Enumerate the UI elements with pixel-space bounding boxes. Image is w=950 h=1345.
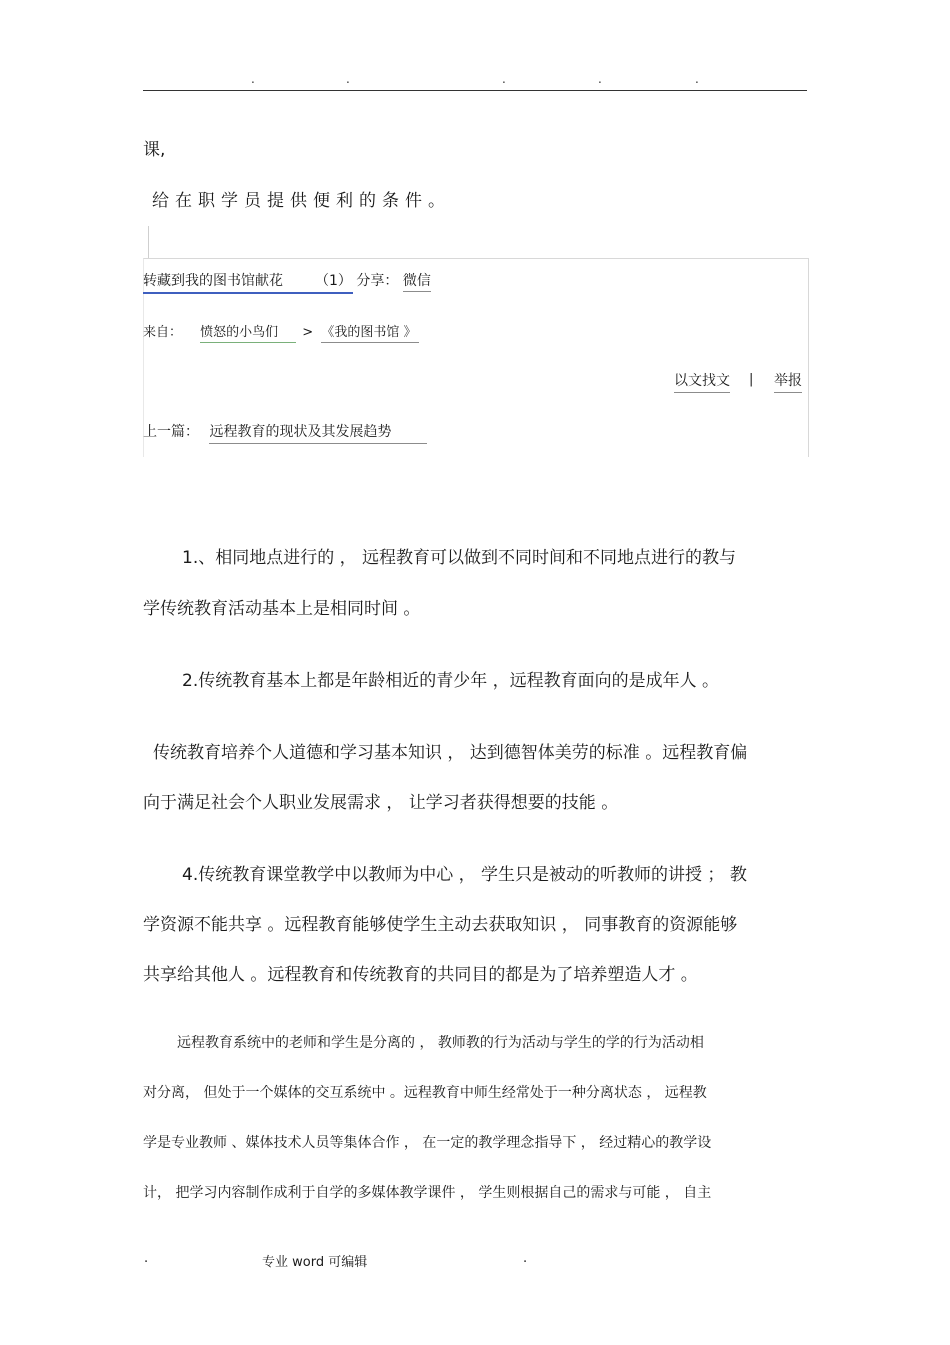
header-dot: . — [346, 72, 350, 86]
paragraph-line: 学资源不能共享 。远程教育能够使学生主动去获取知识 ， 同事教育的资源能够 — [143, 915, 738, 935]
prev-label: 上一篇： — [143, 424, 199, 440]
paragraph-line: 共享给其他人 。远程教育和传统教育的共同目的都是为了培养塑造人才 。 — [143, 965, 698, 985]
paragraph-line: 计， 把学习内容制作成利于自学的多媒体教学课件 ， 学生则根据自己的需求与可能 ， 自主 — [143, 1185, 712, 1201]
header-dot: . — [251, 72, 255, 86]
paragraph-line: 学是专业教师 、媒体技术人员等集体合作 ， 在一定的教学理念指导下 ， 经过精心的教学设 — [143, 1135, 712, 1151]
from-label: 来自： — [143, 325, 183, 340]
paragraph-line: 2.传统教育基本上都是年龄相近的青少年 ，远程教育面向的是成年人 。 — [182, 671, 720, 691]
favorite-link[interactable]: 转藏到我的图书馆献花 — [143, 270, 353, 294]
paragraph-line: 4.传统教育课堂教学中以教师为中心 ， 学生只是被动的听教师的讲授 ； 教 — [182, 865, 747, 885]
footer-label: 专业 word 可编辑 — [262, 1255, 368, 1270]
search-by-text-link[interactable]: 以文找文 — [674, 370, 730, 393]
paragraph-line: 学传统教育活动基本上是相同时间 。 — [143, 599, 421, 619]
author-link[interactable]: 愤怒的小鸟们 — [200, 321, 296, 343]
share-label: 分享： — [356, 273, 399, 289]
footer-dot: . — [144, 1251, 149, 1266]
flower-count: （1） — [315, 273, 352, 289]
paragraph-line: 1.、相同地点进行的 ， 远程教育可以做到不同时间和不同地点进行的教与 — [182, 548, 737, 568]
intro-line: 给在职学员提供便利的条件。 — [152, 191, 451, 211]
header-dot: . — [695, 72, 699, 86]
header-dot: . — [598, 72, 602, 86]
library-link[interactable]: 《我的图书馆 》 — [321, 321, 419, 343]
header-rule — [143, 90, 807, 91]
report-link[interactable]: 举报 — [774, 370, 802, 393]
paragraph-line: 对分离， 但处于一个媒体的交互系统中 。远程教育中师生经常处于一种分离状态 ， 远程教 — [143, 1085, 707, 1101]
link-separator: | — [749, 372, 754, 387]
favorite-row — [143, 270, 431, 294]
header-dot: . — [502, 72, 506, 86]
prev-article-link[interactable]: 远程教育的现状及其发展趋势 — [209, 421, 427, 444]
from-row — [143, 321, 419, 343]
prev-article-row — [143, 421, 427, 444]
footer-dot: . — [523, 1251, 528, 1266]
paragraph-line: 远程教育系统中的老师和学生是分离的 ， 教师教的行为活动与学生的学的行为活动相 — [177, 1035, 704, 1051]
breadcrumb-arrow: > — [302, 325, 314, 340]
intro-line: 课, — [143, 140, 166, 160]
paragraph-line: 向于满足社会个人职业发展需求 ， 让学习者获得想要的技能 。 — [143, 793, 619, 813]
box-tick — [148, 226, 149, 258]
paragraph-line: 传统教育培养个人道德和学习基本知识 ， 达到德智体美劳的标准 。远程教育偏 — [153, 743, 748, 763]
share-wechat-link[interactable]: 微信 — [403, 273, 431, 292]
